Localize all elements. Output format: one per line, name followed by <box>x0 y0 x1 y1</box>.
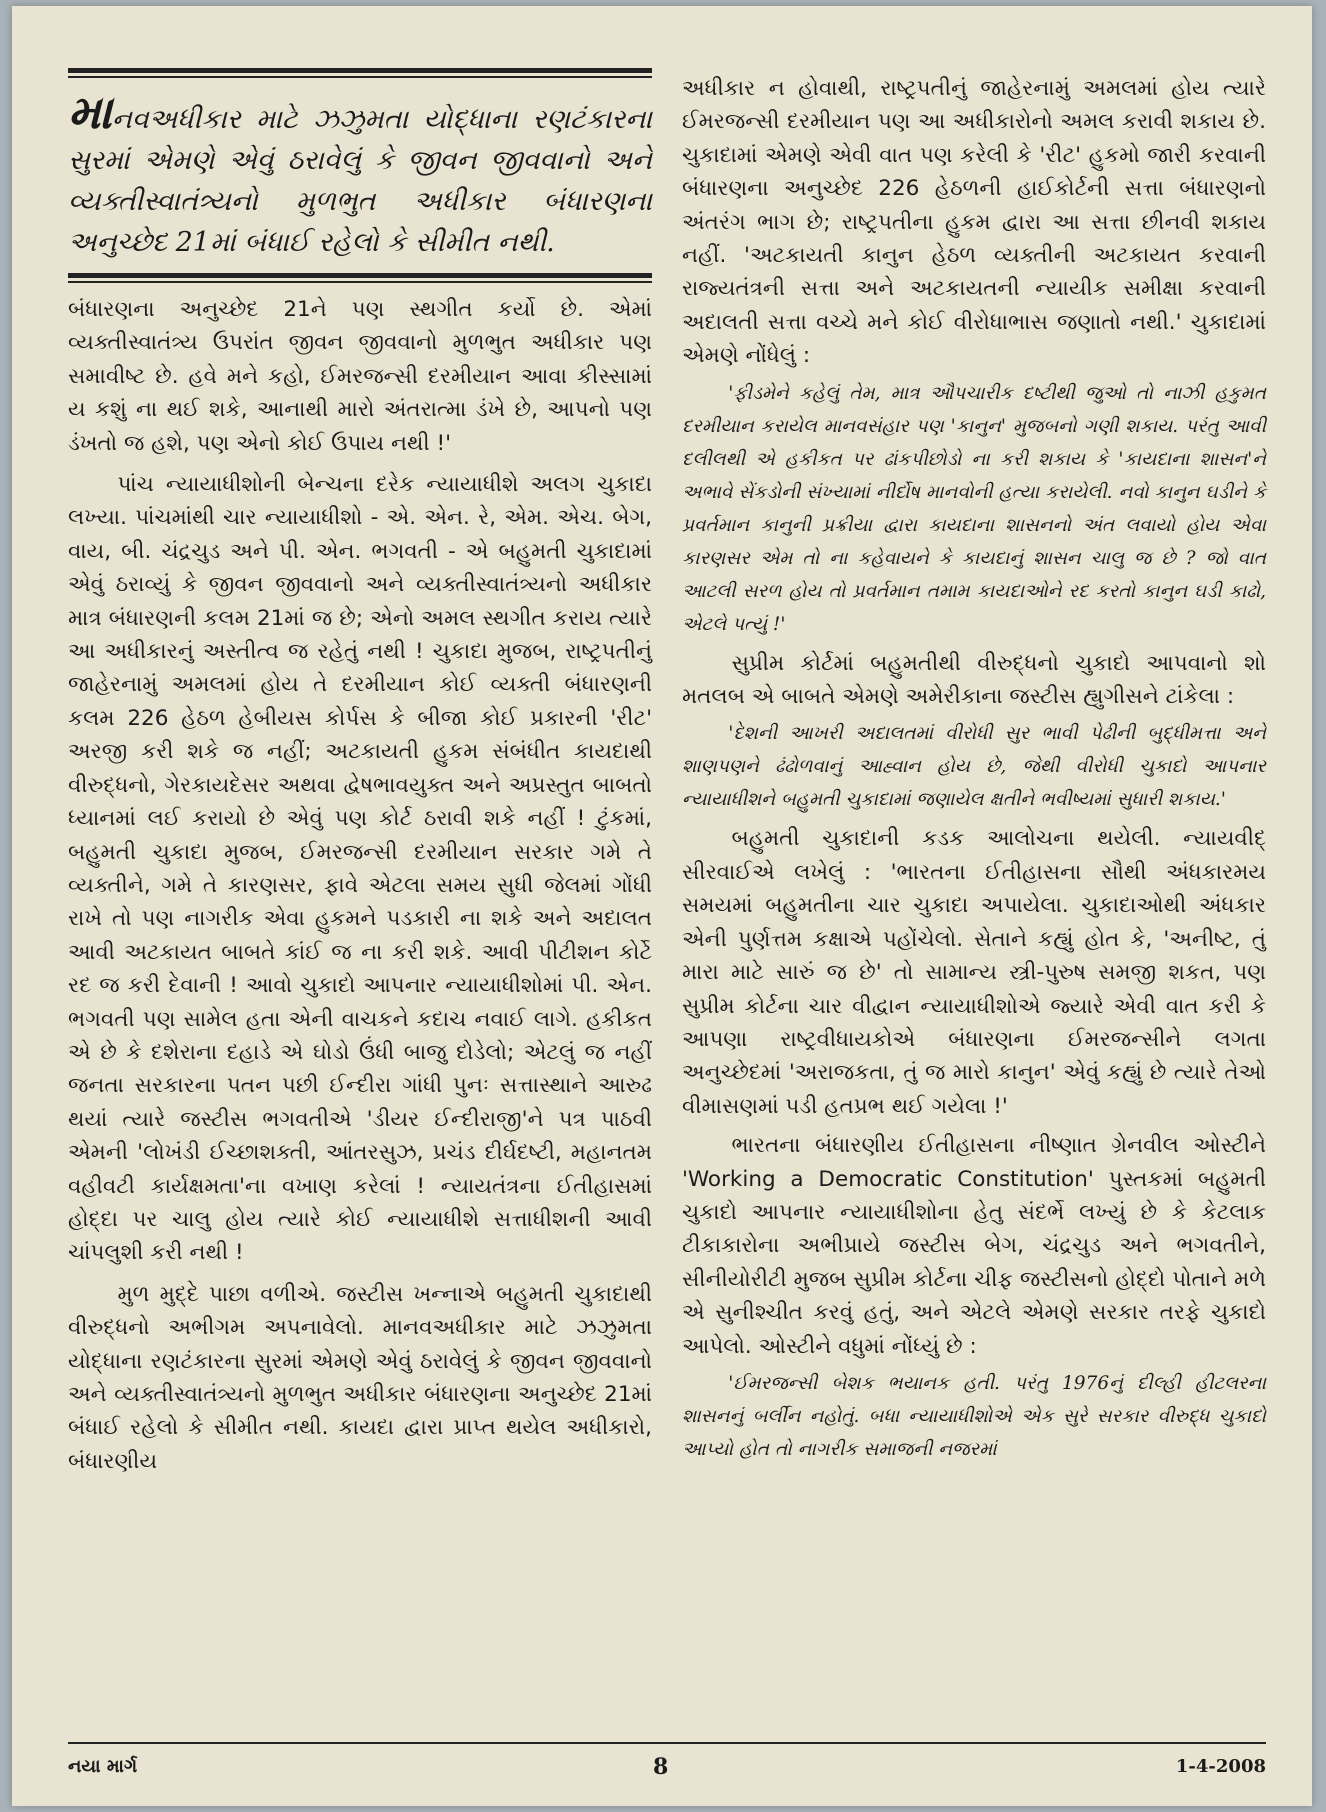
magazine-name: નયા માર્ગ <box>68 1756 138 1777</box>
pull-quote-top-rule <box>68 68 652 73</box>
left-paragraph: પાંચ ન્યાયાધીશોની બેન્ચના દરેક ન્યાયાધીશે અલગ ચુકાદા લખ્યા. પાંચમાંથી ચાર ન્યાયાધીશો - એ. એન. રે, એમ. એચ. બેગ, વાય, બી. ચંદ્રચુડ અને પી. એન. ભગવતી - એ બહુમતી ચુકાદામાં એવું ઠરાવ્યું કે જીવન જીવવાનો અને વ્યક્તીસ્વાતંત્ર્યનો અધીકાર માત્ર બંધારણની કલમ 21માં જ છે; એનો અમલ સ્થગીત કરાય ત્યારે આ અધીકારનું અસ્તીત્વ જ રહેતું નથી ! ચુકાદા મુજબ, રાષ્ટ્રપતીનું જાહેરનામું અમલમાં હોય તે દરમીયાન કોઈ વ્યક્તી બંધારણની કલમ 226 હેઠળ હેબીયસ કોર્પસ કે બીજા કોઈ પ્રકારની 'રીટ' અરજી કરી શકે જ નહીં; અટકાયતી હુકમ સંબંધીત કાયદાથી વીરુદ્ધનો, ગેરકાયદેસર અથવા દ્વેષભાવયુક્ત અને અપ્રસ્તુત બાબતો ધ્યાનમાં લઈ કરાયો છે એવું પણ કોર્ટ ઠરાવી શકે નહીં ! ટુંકમાં, બહુમતી ચુકાદા મુજબ, ઈમરજન્સી દરમીયાન સરકાર ગમે તે વ્યક્તીને, ગમે તે કારણસર, ફાવે એટલા સમય સુધી જેલમાં ગોંધી રાખે તો પણ નાગરીક એવા હુકમને પડકારી ના શકે અને અદાલત આવી અટકાયત બાબતે કાંઈ જ ના કરી શકે. આવી પીટીશન કોર્ટે રદ જ કરી દેવાની ! આવો ચુકાદો આપનાર ન્યાયાધીશોમાં પી. એન. ભગવતી પણ સામેલ હતા એની વાચકને કદાચ નવાઈ લાગે. હકીકત એ છે કે દશેરાના દહાડે એ ઘોડો ઉંધી બાજુ દોડેલો; એટલું જ નહીં જનતા સરકારના પતન પછી ઈન્દીરા ગાંધી પુનઃ સત્તાસ્થાને આરુઢ થયાં ત્યારે જસ્ટીસ ભગવતીએ 'ડીયર ઈન્દીરાજી'ને પત્ર પાઠવી એમની 'લોખંડી ઈચ્છાશક્તી, આંતરસુઝ, પ્રચંડ દીર્ઘદષ્ટી, મહાનતમ વહીવટી કાર્યક્ષમતા'ના વખાણ કરેલાં ! ન્યાયતંત્રના ઈતીહાસમાં હોદ્દા પર ચાલુ હોય ત્યારે કોઈ ન્યાયાધીશે સત્તાધીશની આવી ચાંપલુશી કરી નથી ! <box>68 472 652 1266</box>
page-footer <box>68 1742 1266 1784</box>
pull-quote-initial: મા <box>68 85 112 139</box>
block-quote: 'ફીડમેને કહેલું તેમ, માત્ર ઔપચારીક દષ્ટીથી જુઓ તો નાઝી હકુમત દરમીયાન કરાયેલ માનવસંહાર પણ 'કાનુન' મુજબનો ગણી શકાય. પરંતુ આવી દલીલથી એ હકીકત પર ઢાંકપીછોડો ના કરી શકાય કે 'કાયદાના શાસન'ને અભાવે સેંકડોની સંખ્યામાં નીર્દોષ માનવોની હત્યા કરાયેલી. નવો કાનુન ઘડીને કે પ્રવર્તમાન કાનુની પ્રક્રીયા દ્વારા કાયદાના શાસનનો અંત લવાયો હોય એવા કારણસર એમ તો ના કહેવાયને કે કાયદાનું શાસન ચાલુ જ છે ? જો વાત આટલી સરળ હોય તો પ્રવર્તમાન તમામ કાયદાઓને રદ કરતો કાનુન ઘડી કાઢો, એટલે પત્યું !' <box>682 382 1266 635</box>
pull-quote-text: નવઅધીકાર માટે ઝઝુમતા યોદ્ધાના રણટંકારના સુરમાં એમણે એવું ઠરાવેલું કે જીવન જીવવાનો અને વ્યક્તીસ્વાતંત્ર્યનો મુળભુત અધીકાર બંધારણના અનુચ્છેદ 21માં બંધાઈ રહેલો કે સીમીત નથી. <box>68 104 652 258</box>
block-quote: 'દેશની આખરી અદાલતમાં વીરોધી સુર ભાવી પેઢીની બુદ્ધીમત્તા અને શાણપણને ઢંઢોળવાનું આહ્વાન હોય છે, જેથી વીરોધી ચુકાદો આપનાર ન્યાયાધીશને બહુમતી ચુકાદામાં જણાયેલ ક્ષતીને ભવીષ્યમાં સુધારી શકાય.' <box>682 723 1266 811</box>
pull-quote-bottom-rule-thin <box>68 281 652 283</box>
right-column <box>682 72 1266 1472</box>
block-quote: 'ઈમરજન્સી બેશક ભયાનક હતી. પરંતુ 1976નું દીલ્હી હીટલરના શાસનનું બર્લીન નહોતું. બધા ન્યાયાધીશોએ એક સુરે સરકાર વીરુદ્ધ ચુકાદો આપ્યો હોત તો નાગરીક સમાજની નજરમાં <box>682 1372 1266 1460</box>
issue-date: 1-4-2008 <box>1175 1756 1266 1777</box>
pull-quote-top-rule-thin <box>68 76 652 78</box>
right-paragraph: બહુમતી ચુકાદાની કડક આલોચના થયેલી. ન્યાયવીદ્ સીરવાઈએ લખેલું : 'ભારતના ઈતીહાસના સૌથી અંધકારમય સમયમાં બહુમતીના ચાર ચુકાદા અપાયેલા. ચુકાદાઓથી અંધકાર એની પુર્ણત્તમ કક્ષાએ પહોંચેલો. સેતાને કહ્યું હોત કે, 'અનીષ્ટ, તું મારા માટે સારું જ છે' તો સામાન્ય સ્ત્રી-પુરુષ સમજી શકત, પણ સુપ્રીમ કોર્ટના ચાર વીદ્વાન ન્યાયાધીશોએ જ્યારે એવી વાત કરી કે આપણા રાષ્ટ્રવીધાયકોએ બંધારણના ઈમરજન્સીને લગતા અનુચ્છેદમાં 'અરાજકતા, તું જ મારો કાનુન' એવું કહ્યું છે ત્યારે તેઓ વીમાસણમાં પડી હતપ્રભ થઈ ગયેલા !' <box>682 826 1266 1119</box>
left-paragraph: મુળ મુદ્દે પાછા વળીએ. જસ્ટીસ ખન્નાએ બહુમતી ચુકાદાથી વીરુદ્ધનો અભીગમ અપનાવેલો. માનવઅધીકાર માટે ઝઝુમતા યોદ્ધાના રણટંકારના સુરમાં એમણે એવું ઠરાવેલું કે જીવન જીવવાનો અને વ્યક્તીસ્વાતંત્ર્યનો મુળભુત અધીકાર બંધારણના અનુચ્છેદ 21માં બંધાઈ રહેલો કે સીમીત નથી. કાયદા દ્વારા પ્રાપ્ત થયેલ અધીકારો, બંધારણીય <box>68 1281 652 1474</box>
footer-rule <box>68 1742 1266 1744</box>
left-paragraph: બંધારણના અનુચ્છેદ 21ને પણ સ્થગીત કર્યો છે. એમાં વ્યક્તીસ્વાતંત્ર્ય ઉપરાંત જીવન જીવવાનો મુળભુત અધીકાર પણ સમાવીષ્ટ છે. હવે મને કહો, ઈમરજન્સી દરમીયાન આવા કીસ્સામાં ય કશું ના થઈ શકે, આનાથી મારો અંતરાત્મા ડંખે છે, આપનો પણ ડંખતો જ હશે, પણ એનો કોઈ ઉપાય નથી !' <box>68 297 652 456</box>
right-paragraph: સુપ્રીમ કોર્ટમાં બહુમતીથી વીરુદ્ધનો ચુકાદો આપવાનો શો મતલબ એ બાબતે એમણે અમેરીકાના જસ્ટીસ હ્યુગીસને ટાંકેલા : <box>682 650 1266 710</box>
pull-quote <box>68 85 652 263</box>
right-paragraph: અધીકાર ન હોવાથી, રાષ્ટ્રપતીનું જાહેરનામું અમલમાં હોય ત્યારે ઈમરજન્સી દરમીયાન પણ આ અધીકારોનો અમલ કરાવી શકાય છે. ચુકાદામાં એમણે એવી વાત પણ કરેલી કે 'રીટ' હુકમો જારી કરવાની બંધારણના અનુચ્છેદ 226 હેઠળની હાઈકોર્ટની સત્તા બંધારણનો અંતરંગ ભાગ છે; રાષ્ટ્રપતીના હુકમ દ્વારા આ સત્તા છીનવી શકાય નહીં. 'અટકાયતી કાનુન હેઠળ વ્યક્તીની અટકાયત કરવાની રાજ્યતંત્રની સત્તા અને અટકાયતની ન્યાયીક સમીક્ષા કરવાની અદાલતી સત્તા વચ્ચે મને કોઈ વીરોધાભાસ જણાતો નથી.' ચુકાદામાં એમણે નોંધેલું : <box>682 76 1266 369</box>
magazine-page <box>12 6 1312 1806</box>
page-number: 8 <box>653 1754 669 1780</box>
left-column <box>68 68 652 1478</box>
right-paragraph: ભારતના બંધારણીય ઈતીહાસના નીષ્ણાત ગ્રેનવીલ ઓસ્ટીને 'Working a Democratic Constitution' પુસ્તકમાં બહુમતી ચુકાદો આપનાર ન્યાયાધીશોના હેતુ સંદર્ભે લખ્યું છે કે કેટલાક ટીકાકારોના અભીપ્રાયે જસ્ટીસ બેગ, ચંદ્રચુડ અને ભગવતીને, સીનીયોરીટી મુજબ સુપ્રીમ કોર્ટના ચીફ જસ્ટીસનો હોદ્દો પોતાને મળે એ સુનીશ્ચીત કરવું હતું, અને એટલે એમણે સરકાર તરફે ચુકાદો આપેલો. ઓસ્ટીને વધુમાં નોંધ્યું છે : <box>682 1133 1266 1359</box>
pull-quote-bottom-rule <box>68 273 652 278</box>
